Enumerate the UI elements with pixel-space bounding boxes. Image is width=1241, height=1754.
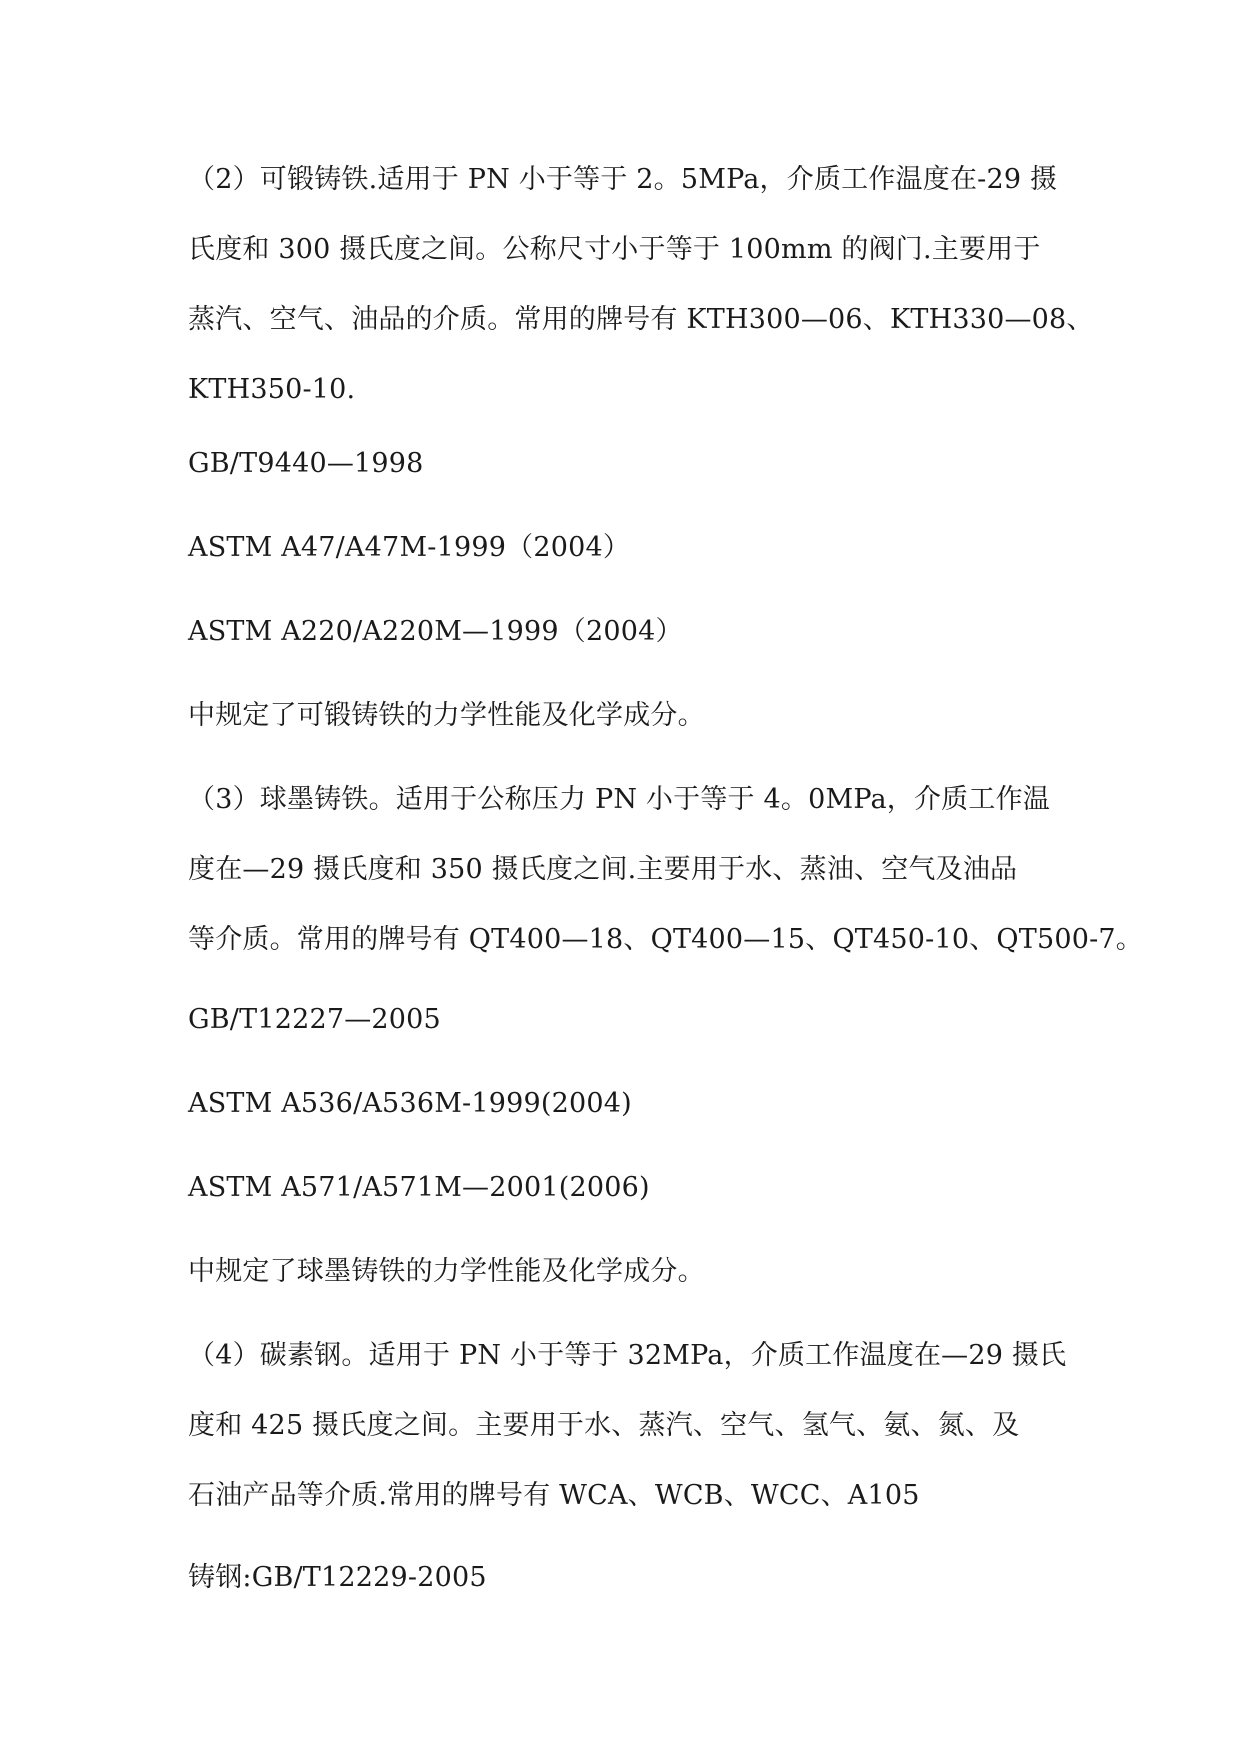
text-line: 蒸汽、空气、油品的介质。常用的牌号有 KTH300—06、KTH330—08、 [188,304,1094,335]
text-line: GB/T9440—1998 [188,448,424,479]
text-line: （2）可锻铸铁.适用于 PN 小于等于 2。5MPa，介质工作温度在-29 摄 [188,164,1058,195]
text-line: ASTM A571/A571M—2001(2006) [188,1172,650,1203]
text-line: 等介质。常用的牌号有 QT400—18、QT400—15、QT450-10、QT500-7。 [188,924,1143,955]
text-line: ASTM A220/A220M—1999（2004） [188,616,683,647]
text-line: 度和 425 摄氏度之间。主要用于水、蒸汽、空气、氢气、氨、氮、及 [188,1410,1020,1441]
text-line: 铸钢:GB/T12229-2005 [188,1562,487,1593]
text-line: （4）碳素钢。适用于 PN 小于等于 32MPa，介质工作温度在—29 摄氏 [188,1340,1067,1371]
text-line: 度在—29 摄氏度和 350 摄氏度之间.主要用于水、蒸油、空气及油品 [188,854,1018,885]
text-line: 中规定了球墨铸铁的力学性能及化学成分。 [188,1256,705,1287]
text-line: ASTM A536/A536M-1999(2004) [188,1088,632,1119]
text-line: （3）球墨铸铁。适用于公称压力 PN 小于等于 4。0MPa，介质工作温 [188,784,1050,815]
text-line: GB/T12227—2005 [188,1004,441,1035]
text-line: 氏度和 300 摄氏度之间。公称尺寸小于等于 100mm 的阀门.主要用于 [188,234,1041,265]
text-line: ASTM A47/A47M-1999（2004） [188,532,631,563]
text-line: KTH350-10. [188,374,356,405]
text-line: 中规定了可锻铸铁的力学性能及化学成分。 [188,700,705,731]
text-line: 石油产品等介质.常用的牌号有 WCA、WCB、WCC、A105 [188,1480,920,1511]
